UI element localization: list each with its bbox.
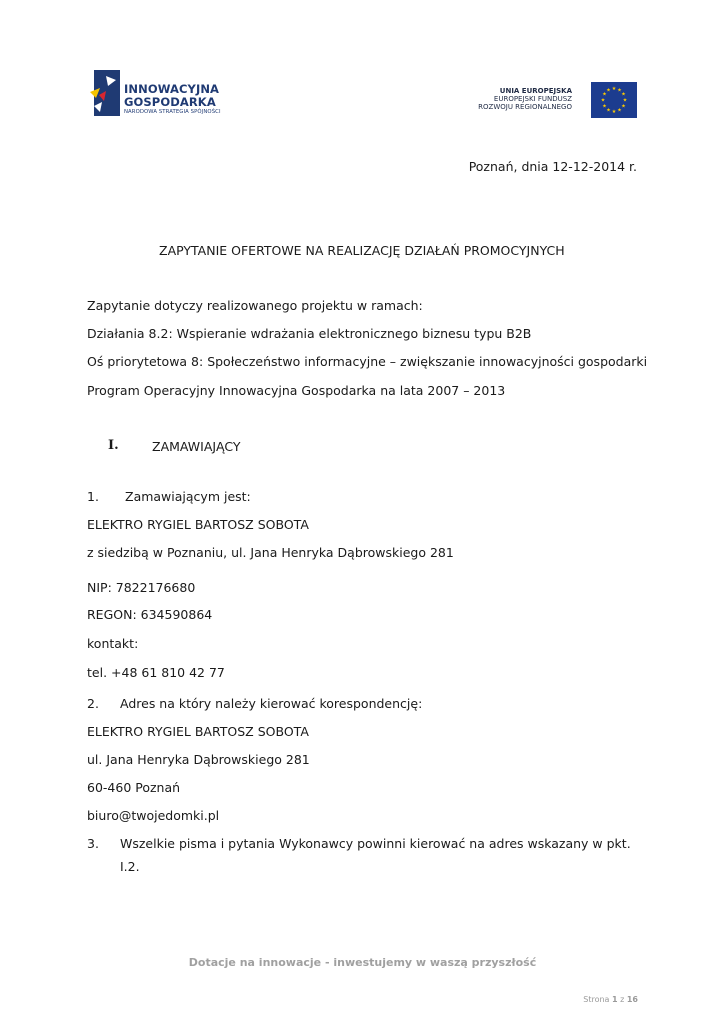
item-label: Zamawiającym jest: <box>125 489 251 504</box>
contact-label: kontakt: <box>87 636 139 651</box>
svg-text:★: ★ <box>606 107 611 114</box>
page-number <box>583 995 638 1004</box>
company-address: z siedzibą w Poznaniu, ul. Jana Henryka Dąbrowskiego 281 <box>87 545 454 560</box>
svg-text:★: ★ <box>621 91 626 98</box>
ue-logo-line3: ROZWOJU REGIONALNEGO <box>478 103 572 111</box>
company-nip: NIP: 7822176680 <box>87 580 196 595</box>
correspondence-street: ul. Jana Henryka Dąbrowskiego 281 <box>87 752 310 767</box>
document-date: Poznań, dnia 12-12-2014 r. <box>468 159 637 174</box>
document-title: ZAPYTANIE OFERTOWE NA REALIZACJĘ DZIAŁAŃ PROMOCYJNYCH <box>159 243 565 258</box>
page-current: 1 <box>611 995 618 1004</box>
intro-line: Oś priorytetowa 8: Społeczeństwo informacyjne – zwiększanie innowacyjności gospodarki <box>87 354 648 369</box>
section-title: ZAMAWIAJĄCY <box>152 439 241 454</box>
ig-logo-line1: INNOWACYJNA <box>124 82 220 96</box>
ig-star-emblem-icon <box>90 70 120 116</box>
section-number: I. <box>108 438 119 453</box>
item-number: 1. <box>87 489 99 504</box>
svg-text:★: ★ <box>617 87 622 94</box>
company-regon: REGON: 634590864 <box>87 607 213 622</box>
svg-text:★: ★ <box>602 91 607 98</box>
page-label: Strona <box>583 995 610 1004</box>
svg-text:★: ★ <box>606 87 611 94</box>
correspondence-name: ELEKTRO RYGIEL BARTOSZ SOBOTA <box>87 724 309 739</box>
ue-logo-line2: EUROPEJSKI FUNDUSZ <box>493 95 572 103</box>
page-sep: z <box>620 995 625 1004</box>
ue-logo-line1: UNIA EUROPEJSKA <box>499 87 572 95</box>
svg-text:★: ★ <box>622 97 628 104</box>
correspondence-city: 60-460 Poznań <box>87 780 181 795</box>
page-total: 16 <box>626 995 638 1004</box>
item-text-continued: I.2. <box>120 859 140 874</box>
intro-line: Program Operacyjny Innowacyjna Gospodarka na lata 2007 – 2013 <box>87 383 506 398</box>
item-text: Wszelkie pisma i pytania Wykonawcy powinni kierować na adres wskazany w pkt. <box>120 836 631 851</box>
svg-text:★: ★ <box>611 86 617 92</box>
correspondence-email[interactable]: biuro@twojedomki.pl <box>87 808 220 823</box>
svg-text:★: ★ <box>602 103 607 110</box>
svg-text:★: ★ <box>600 97 606 104</box>
intro-line: Działania 8.2: Wspieranie wdrażania elektronicznego biznesu typu B2B <box>87 326 532 341</box>
item-label: Adres na który należy kierować korespondencję: <box>120 696 423 711</box>
contact-phone: tel. +48 61 810 42 77 <box>87 665 225 680</box>
unia-europejska-logo <box>468 82 636 120</box>
intro-line: Zapytanie dotyczy realizowanego projektu w ramach: <box>87 298 423 313</box>
item-number: 3. <box>87 836 99 851</box>
svg-text:★: ★ <box>617 107 622 114</box>
ig-logo-line3: NARODOWA STRATEGIA SPÓJNOŚCI <box>124 109 221 115</box>
ig-logo-line2: GOSPODARKA <box>124 95 216 109</box>
svg-text:★: ★ <box>621 103 626 110</box>
svg-text:★: ★ <box>611 109 617 115</box>
innowacyjna-gospodarka-logo <box>90 70 240 118</box>
footer-slogan: Dotacje na innowacje - inwestujemy w waszą przyszłość <box>188 956 537 969</box>
eu-flag-icon <box>591 82 637 118</box>
item-number: 2. <box>87 696 99 711</box>
company-name: ELEKTRO RYGIEL BARTOSZ SOBOTA <box>87 517 309 532</box>
